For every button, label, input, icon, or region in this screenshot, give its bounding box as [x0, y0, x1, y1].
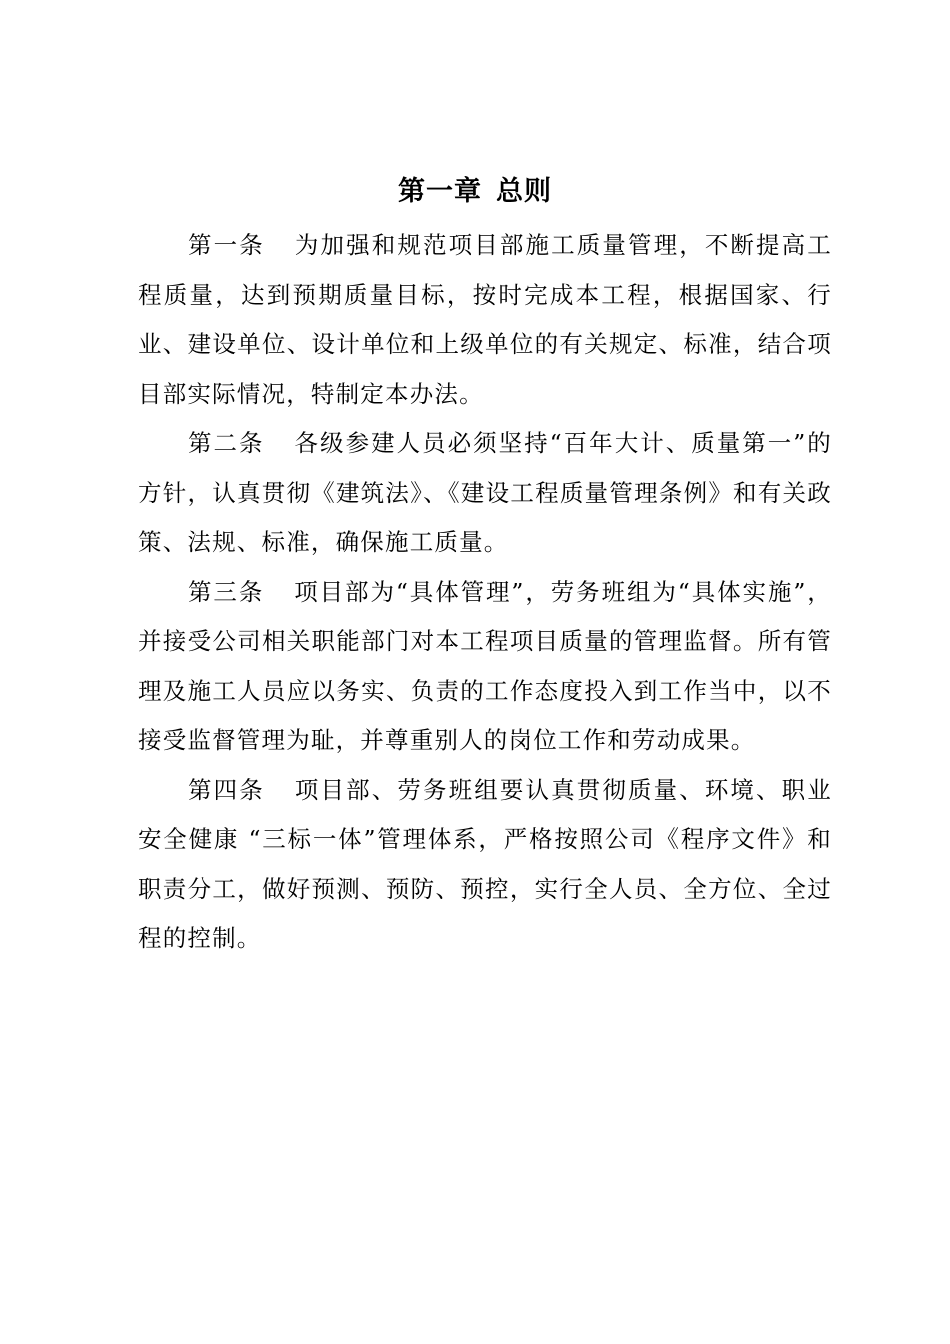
article-label: 第三条 — [188, 577, 265, 606]
article-2 — [138, 419, 832, 568]
chapter-number: 第一章 — [398, 176, 482, 207]
chapter-name: 总则 — [496, 176, 552, 207]
article-label: 第四条 — [188, 775, 265, 804]
article-text: 项目部为“具体管理”，劳务班组为“具体实施”，并接受公司相关职能部门对本工程项目质量的管理监督。所有管理及施工人员应以务实、负责的工作态度投入到工作当中，以不接受监督管理为耻，并尊重别人的岗位工作和劳动成果。 — [138, 577, 832, 754]
article-4 — [138, 766, 832, 964]
article-text: 各级参建人员必须坚持“百年大计、质量第一”的方针，认真贯彻《建筑法》、《建设工程质量管理条例》和有关政策、法规、标准，确保施工质量。 — [138, 429, 832, 556]
article-text: 为加强和规范项目部施工质量管理，不断提高工程质量，达到预期质量目标，按时完成本工程，根据国家、行业、建设单位、设计单位和上级单位的有关规定、标准，结合项目部实际情况，特制定本办法。 — [138, 231, 832, 408]
document-body — [138, 221, 832, 964]
chapter-title — [0, 170, 950, 214]
article-label: 第一条 — [188, 231, 265, 259]
article-text: 项目部、劳务班组要认真贯彻质量、环境、职业安全健康 “三标一体”管理体系，严格按照公司《程序文件》和职责分工，做好预测、预防、预控，实行全人员、全方位、全过程的控制。 — [138, 775, 832, 952]
article-1 — [138, 221, 832, 419]
article-3 — [138, 568, 832, 766]
article-label: 第二条 — [188, 429, 265, 457]
